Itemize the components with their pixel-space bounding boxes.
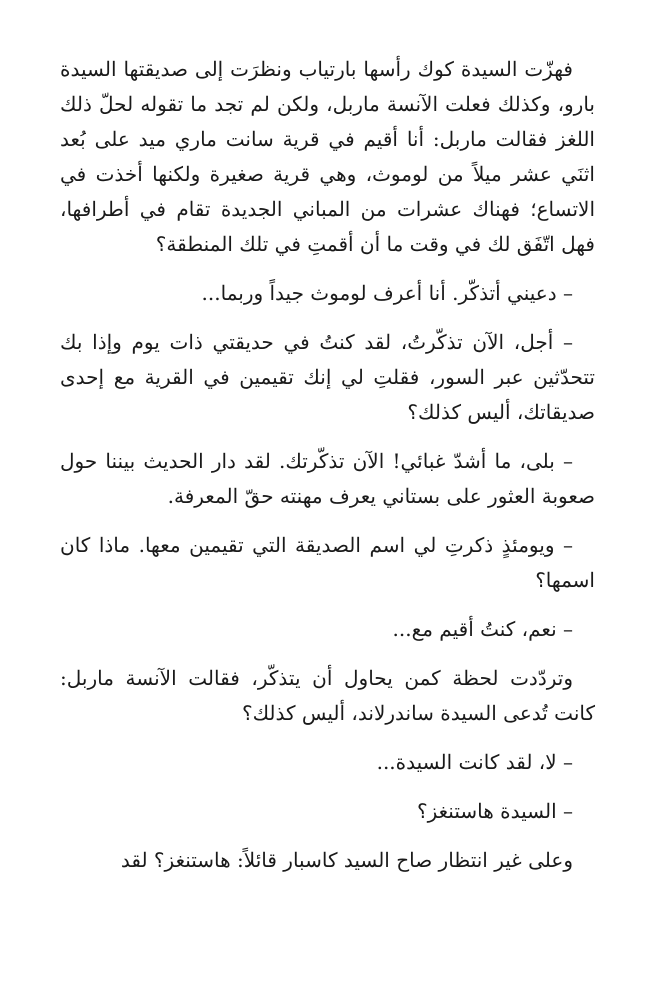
dialogue-line: – أجل، الآن تذكّرتُ، لقد كنتُ في حديقتي ذات يوم وإذا بك تتحدّثين عبر السور، فقلتِ لي إنك تقيمين في القرية مع إحدى صديقاتك، أليس كذلك؟ [60,330,595,424]
dialogue-line: – نعم، كنتُ أقيم مع... [392,617,573,641]
dialogue-line: – لا، لقد كانت السيدة... [376,750,573,774]
dialogue-line: – دعيني أتذكّر. أنا أعرف لوموث جيداً وربما... [201,281,573,305]
dialogue-line: – ويومئذٍ ذكرتِ لي اسم الصديقة التي تقيمين معها. ماذا كان اسمها؟ [60,533,595,592]
narrative-paragraph: فهزّت السيدة كوك رأسها بارتياب ونظرَت إلى صديقتها السيدة بارو، وكذلك فعلت الآنسة ماربل، ولكن لم تجد ما تقوله لحلّ ذلك اللغز فقالت ماربل: أنا أقيم في قرية سانت ماري ميد على بُعد اثنَي عشر ميلاً من لوموث، وهي قرية صغيرة ولكنها أخذت في الاتساع؛ فهناك عشرات من المباني الجديدة تقام في أطرافها، فهل اتّفَق لك في وقت ما أن أقمتِ في تلك المنطقة؟ [60,57,595,256]
narrative-paragraph: وتردّدت لحظة كمن يحاول أن يتذكّر، فقالت الآنسة ماربل: كانت تُدعى السيدة ساندرلاند، أليس كذلك؟ [60,666,595,725]
book-page [60,52,595,892]
dialogue-line: – السيدة هاستنغز؟ [417,799,573,823]
dialogue-line: – بلى، ما أشدّ غبائي! الآن تذكّرتك. لقد دار الحديث بيننا حول صعوبة العثور على بستاني يعرف مهنته حقّ المعرفة. [60,449,595,508]
narrative-paragraph: وعلى غير انتظار صاح السيد كاسبار قائلاً: هاستنغز؟ لقد [120,848,573,872]
